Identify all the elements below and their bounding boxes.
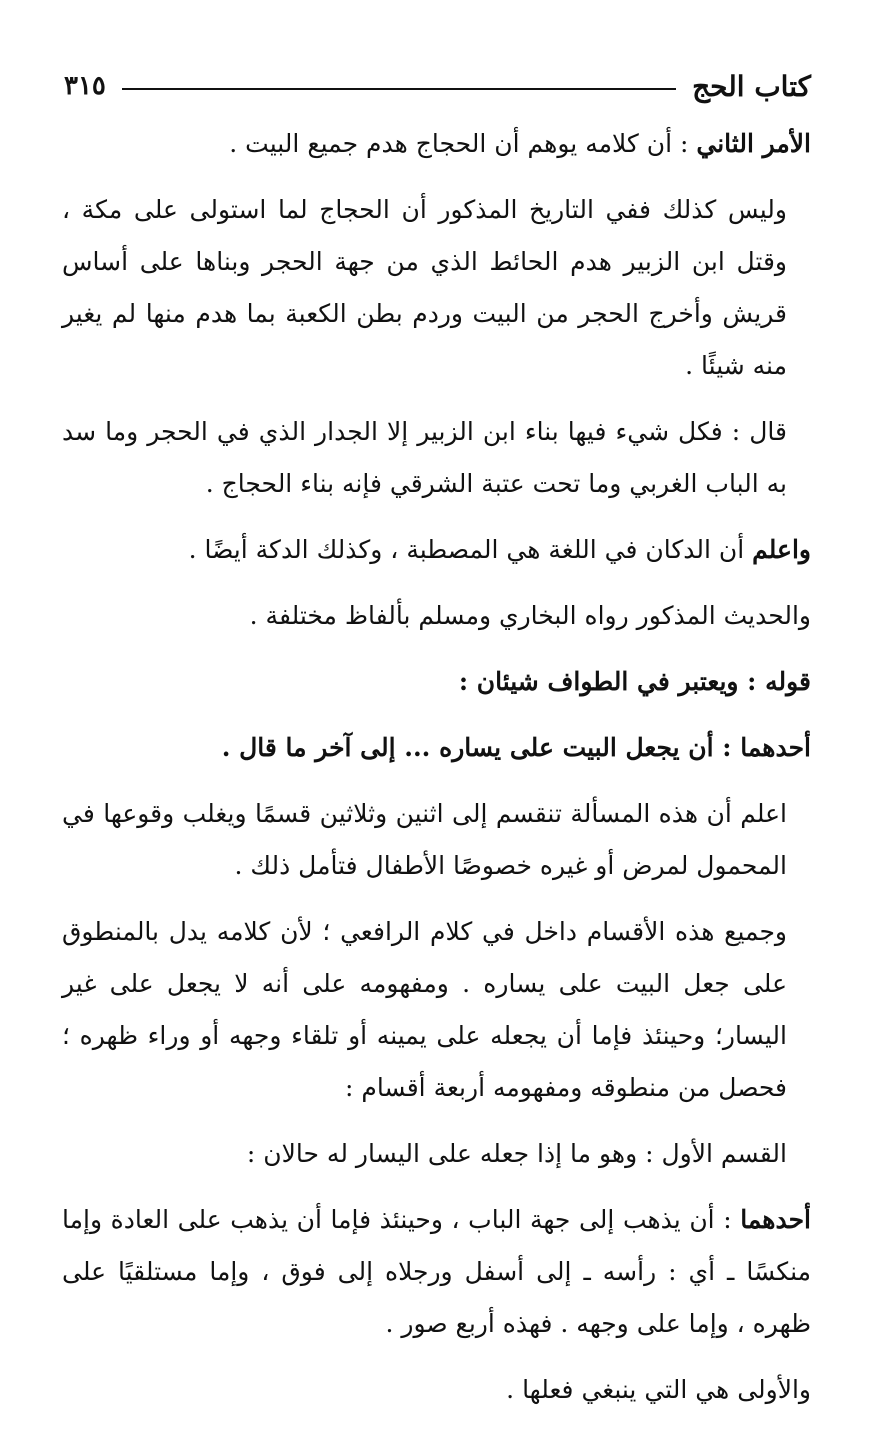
paragraph-lead: أحدهما — [740, 1205, 811, 1234]
paragraph — [62, 906, 811, 1114]
paragraph — [62, 524, 811, 576]
paragraph-heading — [62, 656, 811, 708]
page-number: ٣١٥ — [64, 71, 106, 101]
paragraph — [62, 590, 811, 642]
paragraph-text: : أن يذهب إلى جهة الباب ، وحينئذ فإما أن يذهب على العادة وإما منكسًا ـ أي : رأسه ـ إلى أسفل ورجلاه إلى فوق ، وإما مستلقيًا على ظهره ، وإما على وجهه . فهذه أربع صور . — [62, 1205, 811, 1338]
paragraph-text: أن الدكان في اللغة هي المصطبة ، وكذلك الدكة أيضًا . — [188, 535, 753, 564]
paragraph-lead: الأمر الثاني — [696, 129, 811, 158]
paragraph-text: القسم الأول : وهو ما إذا جعله على اليسار له حالان : — [246, 1139, 787, 1168]
paragraph-text: اعلم أن هذه المسألة تنقسم إلى اثنين وثلاثين قسمًا ويغلب وقوعها في المحمول لمرض أو غيره خصوصًا الأطفال فتأمل ذلك . — [62, 799, 787, 880]
paragraph-lead: قوله : ويعتبر في الطواف شيئان : — [458, 667, 811, 696]
paragraph — [62, 184, 811, 392]
page-body — [62, 118, 811, 1430]
header-rule — [122, 88, 676, 90]
paragraph-lead: واعلم — [752, 535, 811, 564]
paragraph — [62, 118, 811, 170]
paragraph-text: وجميع هذه الأقسام داخل في كلام الرافعي ؛ لأن كلامه يدل بالمنطوق على جعل البيت على يساره . ومفهومه على أنه لا يجعل على غير اليسار؛ وحينئذ فإما أن يجعله على يمينه أو تلقاء وجهه أو وراء ظهره ؛ فحصل من منطوقه ومفهومه أربعة أقسام : — [62, 917, 787, 1102]
paragraph-text: والحديث المذكور رواه البخاري ومسلم بألفاظ مختلفة . — [249, 601, 811, 630]
paragraph — [62, 406, 811, 510]
running-title: كتاب الحج — [692, 69, 811, 103]
paragraph — [62, 788, 811, 892]
paragraph-text: قال : فكل شيء فيها بناء ابن الزبير إلا الجدار الذي في الحجر وما سد به الباب الغربي وما تحت عتبة الشرقي فإنه بناء الحجاج . — [62, 417, 787, 498]
paragraph — [62, 1194, 811, 1350]
paragraph-text: وليس كذلك ففي التاريخ المذكور أن الحجاج لما استولى على مكة ، وقتل ابن الزبير هدم الحائط الذي من جهة الحجر وبناها على أساس قريش وأخرج الحجر من البيت وردم بطن الكعبة بما هدم منها لم يغير منه شيئًا . — [62, 195, 787, 380]
paragraph-text: والأولى هي التي ينبغي فعلها . — [506, 1375, 811, 1404]
running-header — [64, 62, 811, 110]
paragraph — [62, 1364, 811, 1416]
paragraph-text: : أن كلامه يوهم أن الحجاج هدم جميع البيت . — [229, 129, 697, 158]
paragraph-lead: أحدهما : أن يجعل البيت على يساره ... إلى آخر ما قال . — [221, 733, 811, 762]
paragraph-heading — [62, 722, 811, 774]
paragraph — [62, 1128, 811, 1180]
